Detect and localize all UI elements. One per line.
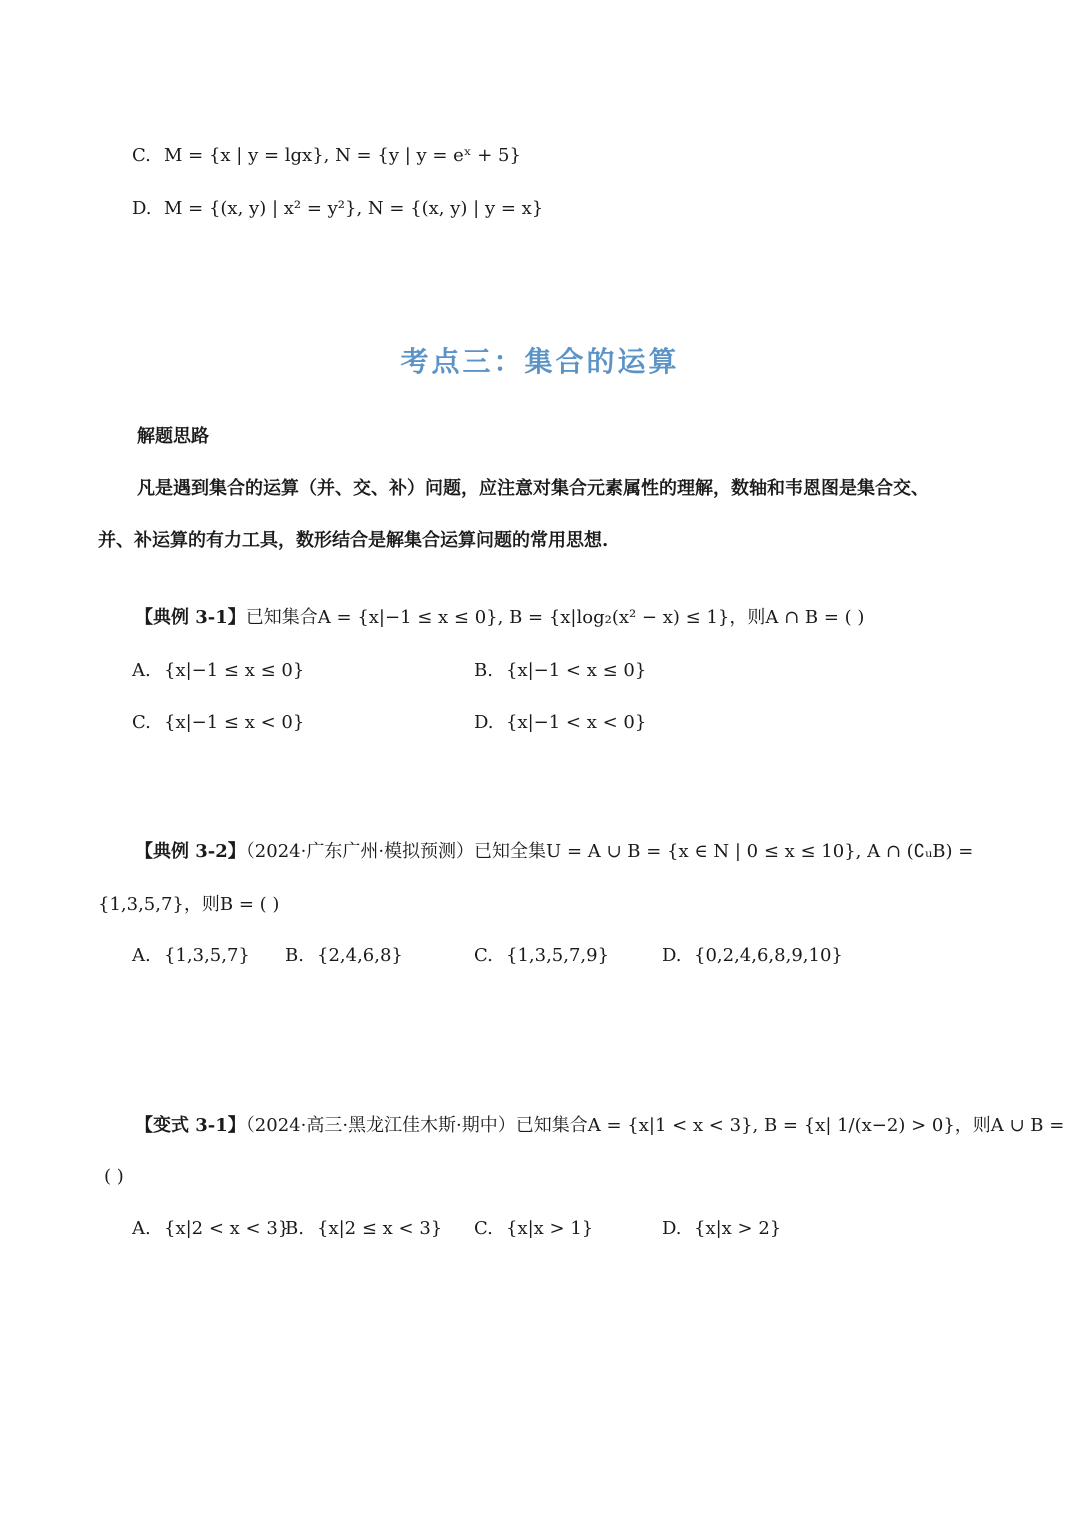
prev-option-d: D. M = {(x, y) | x² = y²}, N = {(x, y) | y = x} [132,198,544,219]
example-3-2-option-d: D. {0,2,4,6,8,9,10} [662,945,843,966]
example-3-1-tag: 【典例 3-1】 [135,607,246,628]
example-3-2-tag: 【典例 3-2】 [135,841,246,862]
example-3-1-option-d: D. {x|−1 < x < 0} [474,712,647,733]
variant-3-1-option-b: B. {x|2 ≤ x < 3} [285,1218,443,1239]
example-3-1-option-c: C. {x|−1 ≤ x < 0} [132,712,305,733]
variant-3-1-option-c: C. {x|x > 1} [474,1218,594,1239]
prev-option-c: C. M = {x | y = lgx}, N = {y | y = eˣ + 5} [132,145,521,166]
example-3-2-option-c: C. {1,3,5,7,9} [474,945,610,966]
example-3-1-option-a: A. {x|−1 ≤ x ≤ 0} [132,660,305,681]
variant-3-1-stem-line-2: ( ) [104,1166,124,1187]
hint-line-1: 凡是遇到集合的运算（并、交、补）问题，应注意对集合元素属性的理解，数轴和韦恩图是集合交、 [137,478,929,499]
variant-3-1-tag: 【变式 3-1】 [135,1115,246,1136]
variant-3-1-stem-line-1: 【变式 3-1】（2024·高三·黑龙江佳木斯·期中）已知集合A = {x|1 < x < 3}, B = {x| 1/(x−2) > 0}，则A ∪ B = [135,1115,1065,1136]
variant-3-1-option-d: D. {x|x > 2} [662,1218,782,1239]
hint-line-2: 并、补运算的有力工具，数形结合是解集合运算问题的常用思想. [98,530,609,551]
hint-heading: 解题思路 [137,426,209,447]
variant-3-1-option-a: A. {x|2 < x < 3} [132,1218,290,1239]
example-3-2-option-a: A. {1,3,5,7} [132,945,250,966]
example-3-2-stem-line-2: {1,3,5,7}，则B = ( ) [98,894,280,915]
example-3-1-stem: 【典例 3-1】已知集合A = {x|−1 ≤ x ≤ 0}, B = {x|log₂(x² − x) ≤ 1}，则A ∩ B = ( ) [135,607,865,628]
example-3-1-option-b: B. {x|−1 < x ≤ 0} [474,660,647,681]
example-3-2-option-b: B. {2,4,6,8} [285,945,403,966]
example-3-2-stem-line-1: 【典例 3-2】（2024·广东广州·模拟预测）已知全集U = A ∪ B = {x ∈ N | 0 ≤ x ≤ 10}, A ∩ (∁ᵤB) = [135,841,974,862]
section-title: 考点三：集合的运算 [400,345,680,378]
